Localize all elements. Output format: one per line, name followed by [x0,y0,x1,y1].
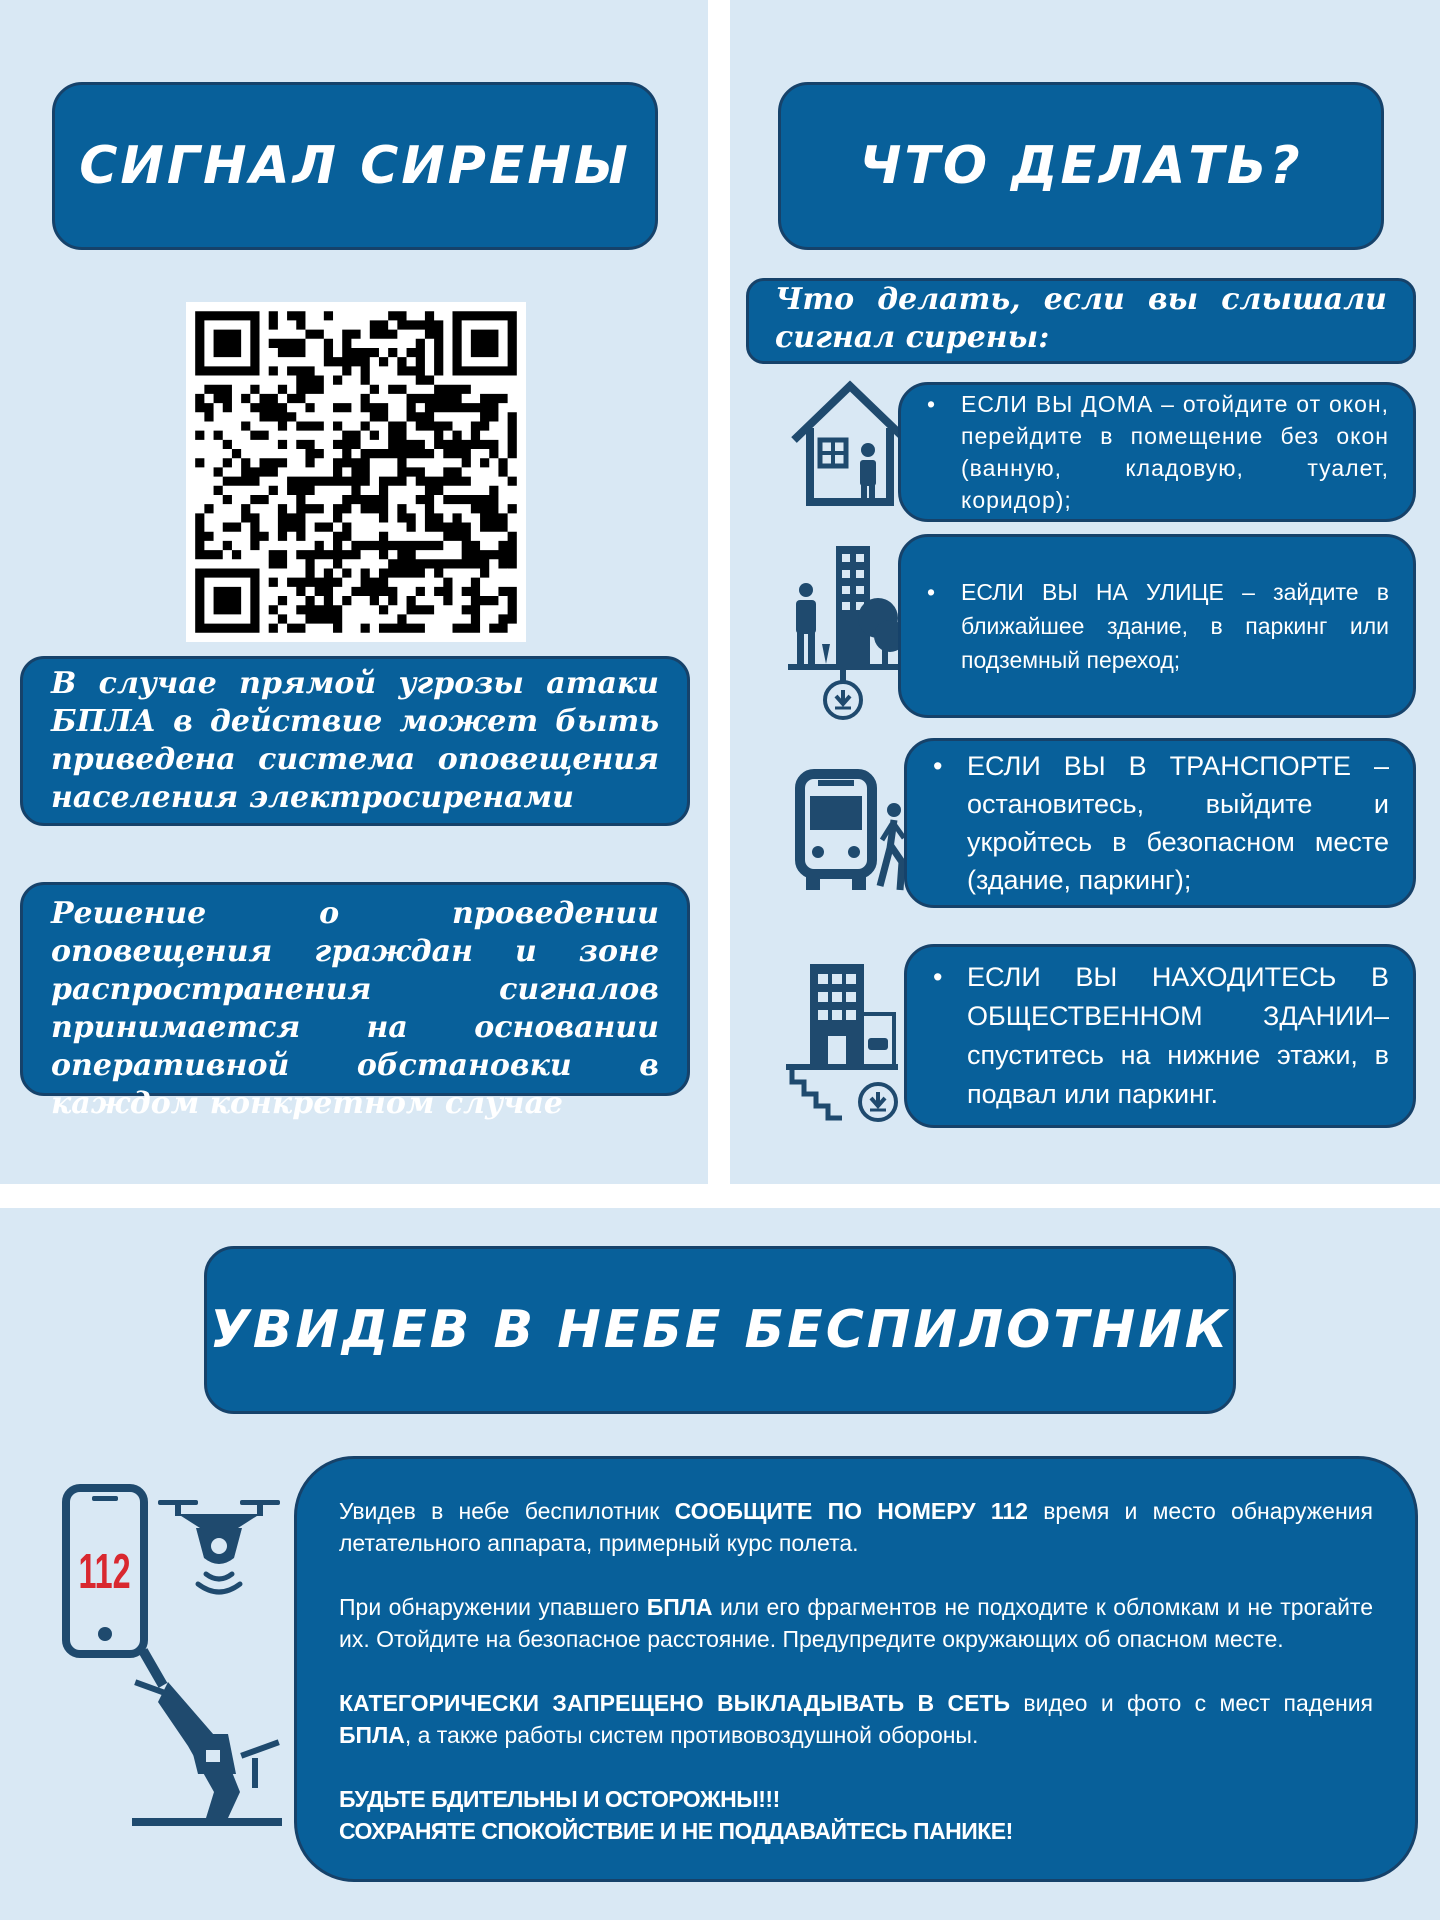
siren-info-threat: В случае прямой угрозы атаки БПЛА в действие может быть приведена система оповещения населения электросиренами [20,656,690,826]
bullet-street-body: – зайдите в ближайшее здание, в паркинг или подземный переход; [961,579,1390,673]
bullet-transport-text [967,747,1389,899]
drone-title: УВИДЕВ В НЕБЕ БЕСПИЛОТНИК [204,1246,1236,1414]
bullet-building-text [967,958,1389,1114]
bullet-home-body: – отойдите от окон, перейдите в помещение без окон (ванную, кладовую, туалет, коридор); [961,391,1389,513]
bullet-transport-body: – остановитесь, выйдите и укройтесь в безопасном месте (здание, паркинг); [967,751,1389,895]
bullet-home-text [961,388,1389,516]
fallen-drone-text-c: или его фрагментов не подходите к обломкам и не трогайте их. Отойдите на безопасное расстояние. Предупредите окружающих об опасном месте. [339,1594,1373,1652]
street-person-icon [782,540,910,724]
house-person-icon [786,374,914,510]
bullet-transport [904,738,1416,908]
forbidden-posting-paragraph [339,1687,1373,1751]
fallen-drone-paragraph [339,1591,1373,1655]
phone-112-icon [62,1484,148,1658]
drone-instructions [294,1456,1418,1882]
drone-report-text-c: время и место обнаружения летательного аппарата, примерный курс полета. [339,1498,1373,1556]
bullet-home [898,382,1416,522]
bullet-street-lead: ЕСЛИ ВЫ НА УЛИЦЕ [961,579,1224,605]
qr-code[interactable] [186,302,526,642]
bullet-building-body: – спуститесь на нижние этажи, в подвал или паркинг. [967,1001,1389,1109]
siren-info-decision: Решение о проведении оповещения граждан и зоне распространения сигналов принимается на основании оперативной обстановки в каждом конкретном случае [20,882,690,1096]
forbidden-posting-emphasis-2: БПЛА [339,1722,405,1748]
final-warning [339,1783,1373,1847]
fallen-drone-icon [128,1642,288,1830]
forbidden-posting-text-d: , а также работы систем противовоздушной обороны. [404,1722,979,1748]
bullet-street [898,534,1416,718]
bus-icon [794,766,910,896]
public-building-icon [782,956,910,1132]
drone-report-text-a: Увидев в небе беспилотник [339,1498,675,1524]
drone-flying-icon [154,1488,284,1612]
final-warning-line-1: БУДЬТЕ БДИТЕЛЬНЫ И ОСТОРОЖНЫ!!! [339,1786,780,1812]
bullet-building-lead: ЕСЛИ ВЫ НАХОДИТЕСЬ В ОБЩЕСТВЕННОМ ЗДАНИИ [967,962,1389,1031]
siren-title: СИГНАЛ СИРЕНЫ [52,82,658,250]
bullet-street-text [961,575,1389,677]
phone-number: 112 [78,1543,131,1599]
final-warning-line-2: СОХРАНЯТЕ СПОКОЙСТВИЕ И НЕ ПОДДАВАЙТЕСЬ ПАНИКЕ! [339,1818,1013,1844]
bullet-transport-lead: ЕСЛИ ВЫ В ТРАНСПОРТЕ [967,751,1351,781]
drone-report-emphasis: СООБЩИТЕ ПО НОМЕРУ 112 [674,1498,1028,1524]
what-to-do-title: ЧТО ДЕЛАТЬ? [778,82,1384,250]
fallen-drone-text-a: При обнаружении упавшего [339,1594,647,1620]
drone-report-paragraph [339,1495,1373,1559]
bullet-home-lead: ЕСЛИ ВЫ ДОМА [961,391,1154,417]
bullet-building [904,944,1416,1128]
forbidden-posting-emphasis: КАТЕГОРИЧЕСКИ ЗАПРЕЩЕНО ВЫКЛАДЫВАТЬ В СЕТЬ [339,1690,1011,1716]
what-to-do-intro: Что делать, если вы слышали сигнал сирены: [746,278,1416,364]
forbidden-posting-text-b: видео и фото с мест падения [1010,1690,1373,1716]
fallen-drone-emphasis: БПЛА [646,1594,713,1620]
